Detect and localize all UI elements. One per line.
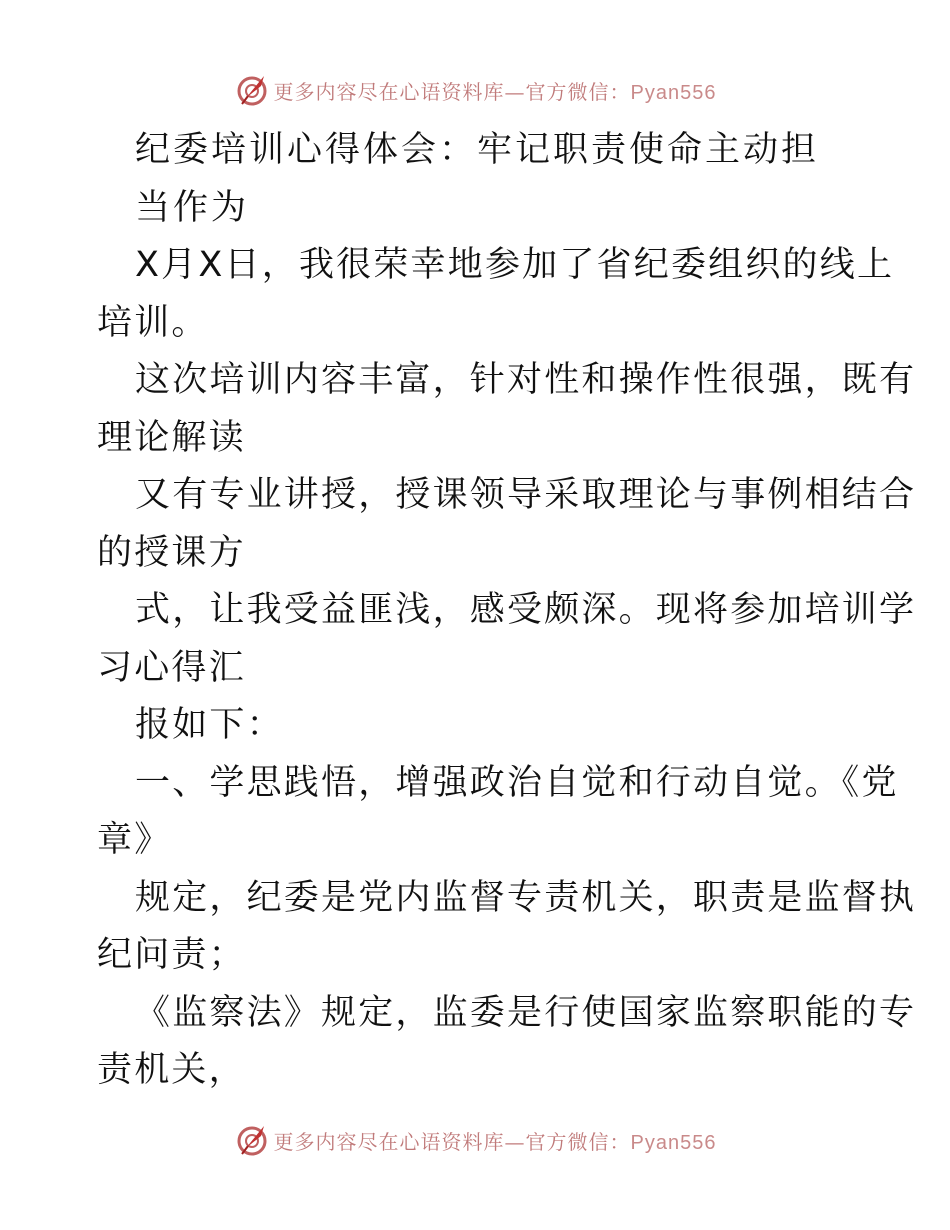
- text-line: 一、学思践悟，增强政治自觉和行动自觉。《党: [135, 762, 899, 803]
- document-title-line: 当作为: [135, 187, 250, 228]
- header-watermark: [0, 70, 950, 110]
- text-line: 式，让我受益匪浅，感受颇深。现将参加培训学: [135, 590, 917, 630]
- text-line: 培训。: [97, 302, 209, 343]
- text-line: 又有专业讲授，授课领导采取理论与事例相结合: [135, 475, 917, 515]
- text-line: 章》: [97, 820, 172, 860]
- text-line: 《监察法》规定，监委是行使国家监察职能的专: [135, 992, 917, 1033]
- footer-watermark: [0, 1120, 950, 1160]
- text-line: 的授课方: [97, 532, 246, 573]
- watermark-text: 更多内容尽在心语资料库—官方微信：Pyan556: [273, 79, 717, 104]
- text-line: 规定，纪委是党内监督专责机关，职责是监督执: [135, 877, 917, 918]
- quill-logo-icon: [234, 1122, 270, 1158]
- document-title-line: 纪委培训心得体会：牢记职责使命主动担: [135, 130, 820, 170]
- watermark-text: 更多内容尽在心语资料库—官方微信：Pyan556: [273, 1129, 717, 1154]
- document-body: [97, 122, 917, 1100]
- text-line: 习心得汇: [97, 647, 246, 688]
- text-line: 纪问责；: [97, 935, 246, 975]
- quill-logo-icon: [234, 72, 270, 108]
- text-line: 理论解读: [97, 417, 246, 458]
- text-line: 责机关，: [97, 1050, 246, 1090]
- text-line: 报如下：: [135, 705, 284, 745]
- text-line: 这次培训内容丰富，针对性和操作性很强，既有: [135, 360, 917, 400]
- text-line: X月X日，我很荣幸地参加了省纪委组织的线上: [135, 245, 895, 285]
